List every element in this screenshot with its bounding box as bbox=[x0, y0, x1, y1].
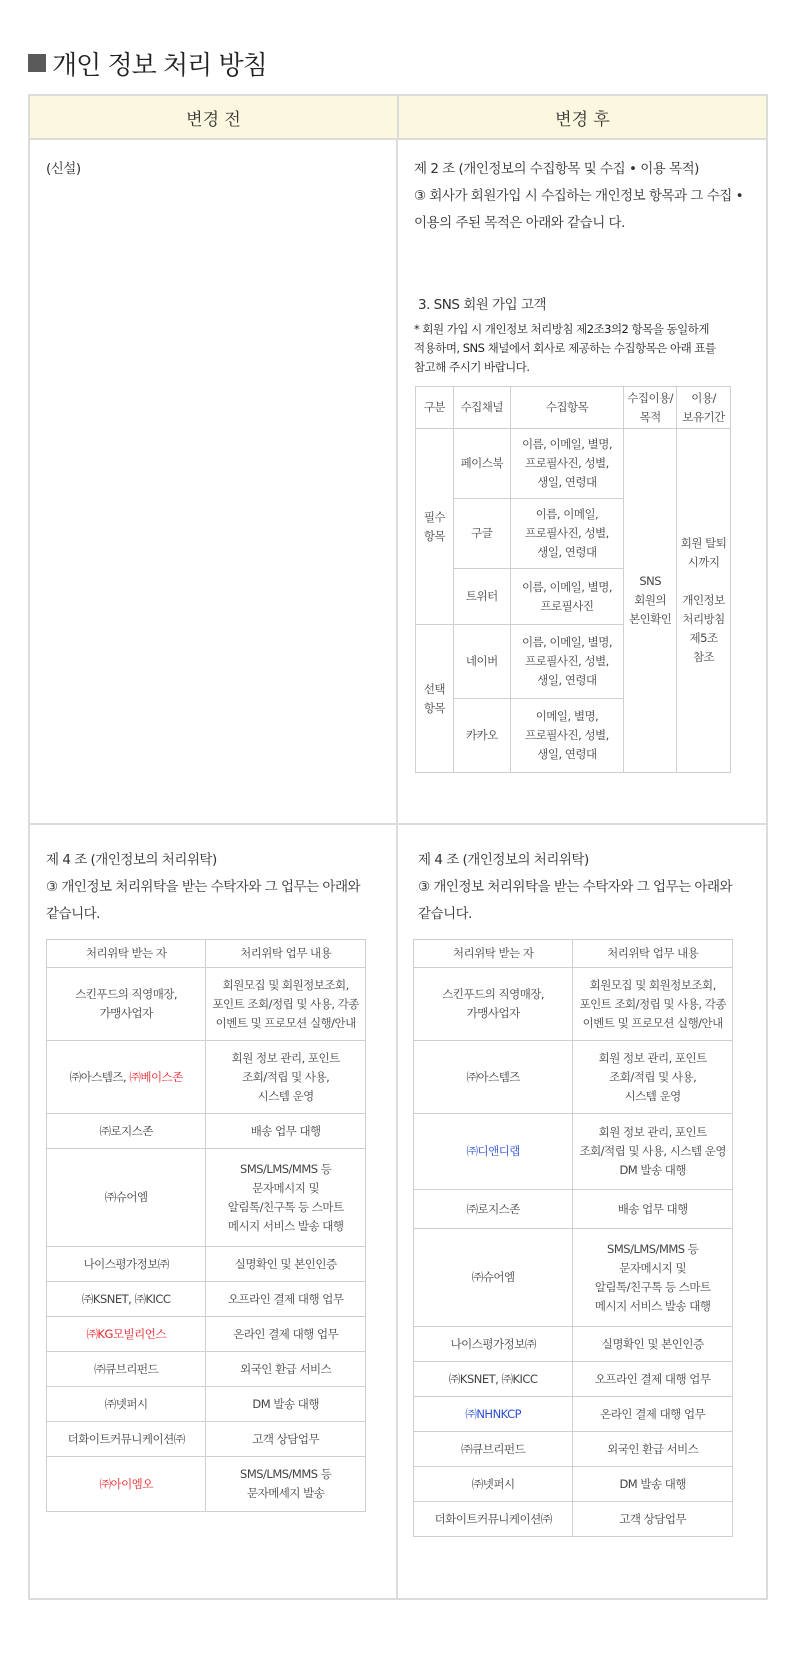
page-title-text: 개인 정보 처리 방침 bbox=[52, 50, 267, 81]
work-cell: SMS/LMS/MMS 등 문자메시지 및 알림톡/친구톡 등 스마트 메시지 서비스 발송 대행 bbox=[573, 1229, 733, 1327]
row2-after-cell bbox=[398, 825, 766, 1598]
entrustee-cell: ㈜KSNET, ㈜KICC bbox=[414, 1362, 573, 1397]
sns-channel: 구글 bbox=[453, 499, 510, 569]
table-row bbox=[414, 1467, 733, 1502]
comparison-row-1 bbox=[30, 140, 766, 825]
sns-period: 회원 탈퇴 시까지 개인정보 처리방침 제5조 참조 bbox=[677, 429, 731, 773]
entrustee-cell: ㈜디앤디랩 bbox=[414, 1114, 573, 1190]
table-row bbox=[47, 1041, 366, 1114]
work-cell: DM 발송 대행 bbox=[206, 1387, 366, 1422]
entrustee-cell: ㈜KSNET, ㈜KICC bbox=[47, 1282, 206, 1317]
table-row bbox=[414, 1229, 733, 1327]
entrustee-cell: ㈜큐브리펀드 bbox=[414, 1432, 573, 1467]
sns-channel: 페이스북 bbox=[453, 429, 510, 499]
work-cell: 회원 정보 관리, 포인트 조회/적립 및 사용, 시스템 운영 DM 발송 대행 bbox=[573, 1114, 733, 1190]
article-4-clause-line1: ③ 개인정보 처리위탁을 받는 수탁자와 그 업무는 아래와 bbox=[46, 879, 361, 895]
entrustee-cell: 나이스평가정보㈜ bbox=[47, 1247, 206, 1282]
table-row bbox=[414, 1114, 733, 1190]
work-cell: 고객 상담업무 bbox=[573, 1502, 733, 1537]
entrustee-cell: 나이스평가정보㈜ bbox=[414, 1327, 573, 1362]
square-bullet-icon bbox=[28, 54, 46, 72]
work-cell: 회원모집 및 회원정보조회, 포인트 조회/정립 및 사용, 각종 이벤트 및 프로모션 실행/안내 bbox=[573, 968, 733, 1041]
sns-items: 이름, 이메일, 프로필사진, 성별, 생일, 연령대 bbox=[510, 499, 624, 569]
entrustee-cell: 스킨푸드의 직영매장, 가맹사업자 bbox=[47, 968, 206, 1041]
entrustee-cell: ㈜NHNKCP bbox=[414, 1397, 573, 1432]
work-cell: SMS/LMS/MMS 등 문자메시지 및 알림톡/친구톡 등 스마트 메시지 서비스 발송 대행 bbox=[206, 1149, 366, 1247]
work-cell: 실명확인 및 본인인증 bbox=[573, 1327, 733, 1362]
work-cell: 온라인 결제 대행 업무 bbox=[573, 1397, 733, 1432]
sns-note-line1: * 회원 가입 시 개인정보 처리방침 제2조3의2 항목을 동일하게 bbox=[414, 322, 709, 336]
table-row bbox=[47, 1422, 366, 1457]
row1-after-cell bbox=[398, 140, 766, 823]
work-cell: DM 발송 대행 bbox=[573, 1467, 733, 1502]
new-clause-label: (신설) bbox=[46, 161, 81, 177]
entrustee-cell: ㈜넷퍼시 bbox=[414, 1467, 573, 1502]
optional-items-label: 선택 항목 bbox=[416, 625, 454, 773]
entrustee-cell: ㈜KG모빌리언스 bbox=[47, 1317, 206, 1352]
table-row bbox=[47, 1114, 366, 1149]
entrustee-cell: ㈜로지스존 bbox=[47, 1114, 206, 1149]
comparison-row-2 bbox=[30, 825, 766, 1598]
article-4-clause-line1: ③ 개인정보 처리위탁을 받는 수탁자와 그 업무는 아래와 bbox=[418, 879, 733, 895]
sns-purpose: SNS 회원의 본인확인 bbox=[624, 429, 677, 773]
header-entrustee: 처리위탁 받는 자 bbox=[414, 940, 573, 968]
article-2-clause-line1: ③ 회사가 회원가입 시 수집하는 개인정보 항목과 그 수집 • bbox=[414, 188, 744, 204]
table-row bbox=[47, 1352, 366, 1387]
entrustee-cell: 스킨푸드의 직영매장, 가맹사업자 bbox=[414, 968, 573, 1041]
sns-items: 이름, 이메일, 별명, 프로필사진, 성별, 생일, 연령대 bbox=[510, 625, 624, 699]
comparison-table bbox=[28, 94, 768, 1600]
table-row bbox=[416, 429, 731, 499]
work-cell: 외국인 환급 서비스 bbox=[206, 1352, 366, 1387]
work-cell: 회원모집 및 회원정보조회, 포인트 조회/정립 및 사용, 각종 이벤트 및 프로모션 실행/안내 bbox=[206, 968, 366, 1041]
entrustee-cell: ㈜아스템즈 bbox=[414, 1041, 573, 1114]
work-cell: 실명확인 및 본인인증 bbox=[206, 1247, 366, 1282]
table-row bbox=[47, 1247, 366, 1282]
sns-channel: 트위터 bbox=[453, 569, 510, 625]
sns-channel: 카카오 bbox=[453, 699, 510, 773]
sns-header-channel: 수집채널 bbox=[453, 387, 510, 429]
table-row bbox=[414, 1190, 733, 1229]
table-row bbox=[414, 968, 733, 1041]
article-4-clause-line2: 같습니다. bbox=[418, 906, 472, 922]
entrustment-table-before bbox=[46, 939, 366, 1512]
comparison-header bbox=[30, 96, 766, 140]
work-cell: 고객 상담업무 bbox=[206, 1422, 366, 1457]
work-cell: 오프라인 결제 대행 업무 bbox=[573, 1362, 733, 1397]
entrustee-cell: ㈜큐브리펀드 bbox=[47, 1352, 206, 1387]
row1-before-cell bbox=[30, 140, 398, 823]
work-cell: 외국인 환급 서비스 bbox=[573, 1432, 733, 1467]
article-4-title: 제 4 조 (개인정보의 처리위탁) bbox=[418, 852, 589, 868]
article-4-clause-line2: 같습니다. bbox=[46, 906, 100, 922]
header-after: 변경 후 bbox=[555, 109, 610, 130]
work-cell: 회원 정보 관리, 포인트 조회/적립 및 사용, 시스템 운영 bbox=[206, 1041, 366, 1114]
table-row bbox=[414, 1397, 733, 1432]
sns-header-items: 수집항목 bbox=[510, 387, 624, 429]
sns-items: 이메일, 별명, 프로필사진, 성별, 생일, 연령대 bbox=[510, 699, 624, 773]
header-entrustee: 처리위탁 받는 자 bbox=[47, 940, 206, 968]
sns-header-type: 구분 bbox=[416, 387, 454, 429]
sns-items: 이름, 이메일, 별명, 프로필사진 bbox=[510, 569, 624, 625]
entrustee-cell: ㈜로지스존 bbox=[414, 1190, 573, 1229]
table-row bbox=[414, 1327, 733, 1362]
article-2-clause-line2: 이용의 주된 목적은 아래와 같습니 다. bbox=[414, 215, 625, 231]
table-row bbox=[47, 1317, 366, 1352]
table-row bbox=[47, 968, 366, 1041]
entrustee-cell: 더화이트커뮤니케이션㈜ bbox=[47, 1422, 206, 1457]
work-cell: 배송 업무 대행 bbox=[206, 1114, 366, 1149]
work-cell: 배송 업무 대행 bbox=[573, 1190, 733, 1229]
table-row bbox=[414, 1041, 733, 1114]
entrustee-cell: 더화이트커뮤니케이션㈜ bbox=[414, 1502, 573, 1537]
row2-before-cell bbox=[30, 825, 398, 1598]
required-items-label: 필수 항목 bbox=[416, 429, 454, 625]
sns-note-line3: 참고해 주시기 바랍니다. bbox=[414, 360, 530, 374]
entrustee-cell: ㈜아이엠오 bbox=[47, 1457, 206, 1512]
sns-header-period: 이용/ 보유기간 bbox=[677, 387, 731, 429]
sns-note-line2: 적용하며, SNS 채널에서 회사로 제공하는 수집항목은 아래 표를 bbox=[414, 341, 716, 355]
header-work: 처리위탁 업무 내용 bbox=[573, 940, 733, 968]
entrustee-cell: ㈜슈어엠 bbox=[414, 1229, 573, 1327]
entrustee-cell: ㈜아스템즈, ㈜베이스존 bbox=[47, 1041, 206, 1114]
header-before: 변경 전 bbox=[30, 96, 399, 138]
table-row bbox=[47, 1457, 366, 1512]
sns-section-title: 3. SNS 회원 가입 고객 bbox=[418, 297, 547, 313]
table-row bbox=[414, 1502, 733, 1537]
work-cell: SMS/LMS/MMS 등 문자메세지 발송 bbox=[206, 1457, 366, 1512]
entrustee-cell: ㈜슈어엠 bbox=[47, 1149, 206, 1247]
entrustee-cell: ㈜넷퍼시 bbox=[47, 1387, 206, 1422]
table-row bbox=[414, 1432, 733, 1467]
sns-items: 이름, 이메일, 별명, 프로필사진, 성별, 생일, 연령대 bbox=[510, 429, 624, 499]
header-work: 처리위탁 업무 내용 bbox=[206, 940, 366, 968]
work-cell: 회원 정보 관리, 포인트 조회/적립 및 사용, 시스템 운영 bbox=[573, 1041, 733, 1114]
work-cell: 온라인 결제 대행 업무 bbox=[206, 1317, 366, 1352]
article-2-title: 제 2 조 (개인정보의 수집항목 및 수집 • 이용 목적) bbox=[414, 161, 699, 177]
table-row bbox=[414, 1362, 733, 1397]
sns-header-purpose: 수집이용/ 목적 bbox=[624, 387, 677, 429]
entrustment-table-after bbox=[413, 939, 733, 1537]
table-row bbox=[47, 1149, 366, 1247]
sns-channel: 네이버 bbox=[453, 625, 510, 699]
table-row bbox=[47, 1387, 366, 1422]
page-title bbox=[28, 46, 267, 80]
sns-collection-table bbox=[415, 386, 731, 773]
article-4-title: 제 4 조 (개인정보의 처리위탁) bbox=[46, 852, 217, 868]
table-row bbox=[47, 1282, 366, 1317]
work-cell: 오프라인 결제 대행 업무 bbox=[206, 1282, 366, 1317]
